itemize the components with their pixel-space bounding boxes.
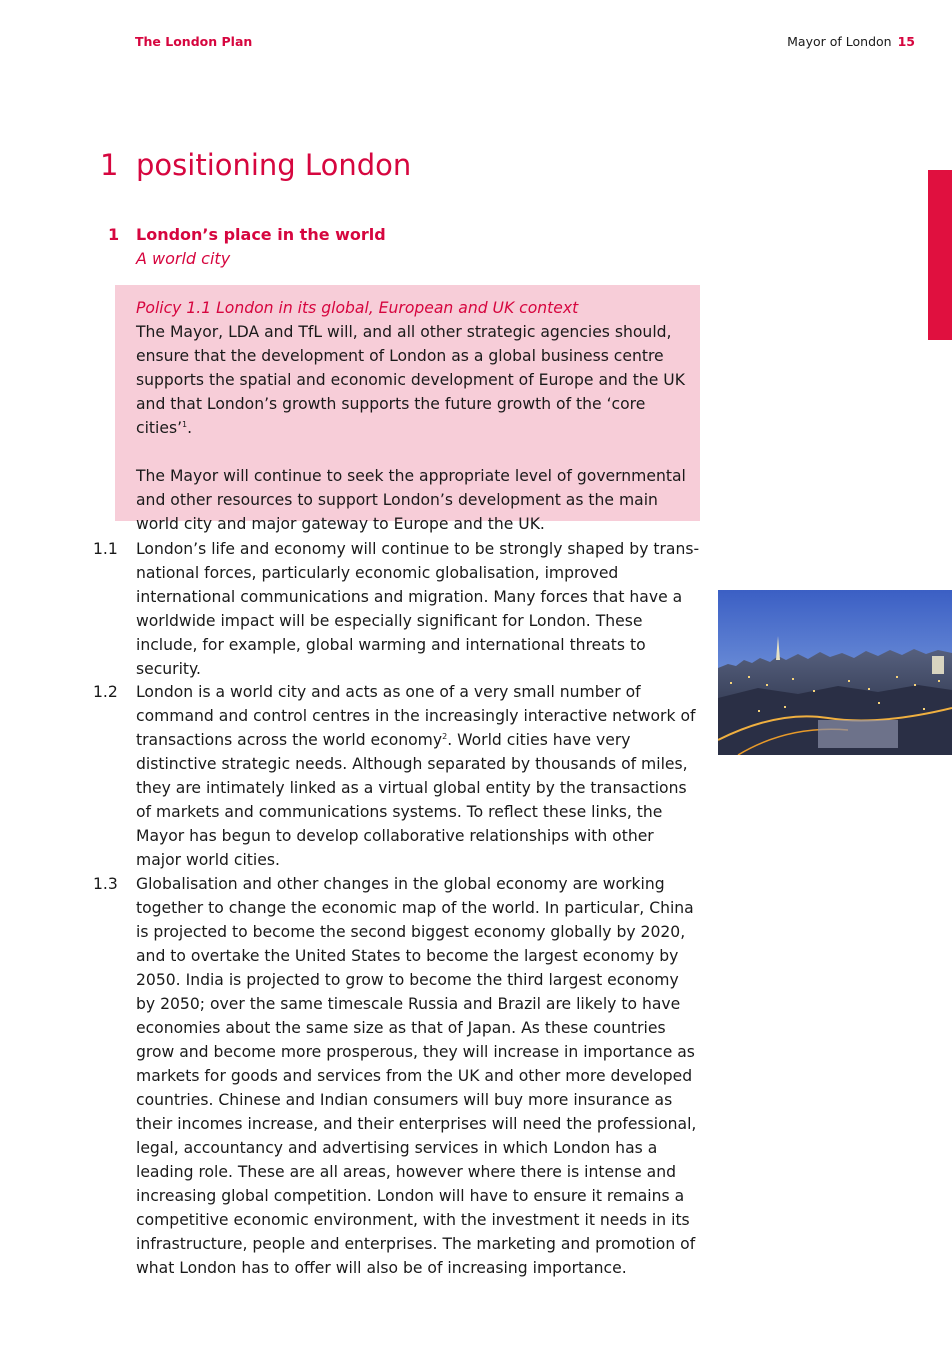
paragraph-text-b: . World cities have very distinctive strategic needs. Although separated by thousands of miles, they are intimately linked as a virtual global entity by the transactions of markets and communications systems. To reflect these links, the Mayor has begun to develop collaborative relationships with other major world cities. — [136, 731, 688, 869]
document-title: The London Plan — [135, 34, 253, 49]
chapter-heading — [100, 148, 411, 182]
policy-paragraph-1-end: . — [187, 419, 193, 437]
policy-paragraph-1: The Mayor, LDA and TfL will, and all other strategic agencies should, ensure that the development of London as a global business centre supports the spatial and economic development of Europe and the UK and that London’s growth supports the future growth of the ‘core cities’ — [136, 323, 685, 437]
paragraph-text-a: London is a world city and acts as one of a very small number of command and control centres in the increasingly interactive network of transactions across the world economy — [136, 683, 696, 749]
publisher-name: Mayor of London — [787, 34, 892, 49]
footnote-ref-2: 2 — [442, 731, 448, 741]
chapter-title: positioning London — [136, 148, 412, 182]
policy-title: Policy 1.1 London in its global, European and UK context — [136, 299, 579, 317]
policy-paragraph-2: The Mayor will continue to seek the appropriate level of governmental and other resources to support London’s development as the main world city and major gateway to Europe and the UK. — [136, 467, 686, 533]
section-number: 1 — [108, 225, 120, 244]
footnote-ref-1: 1 — [182, 419, 188, 429]
paragraph-text: London’s life and economy will continue to be strongly shaped by trans-national forces, particularly economic globalisation, improved international communications and migration. Many forces that have a worldwide impact will be especially significant for London. These include, for example, global warming and international threats to security. — [136, 540, 700, 678]
paragraph-number: 1.3 — [93, 875, 118, 893]
section-subtitle: A world city — [136, 249, 231, 268]
page-number: 15 — [897, 34, 915, 49]
london-skyline-photo — [718, 590, 952, 755]
section-title: London’s place in the world — [136, 225, 386, 244]
paragraph-number: 1.2 — [93, 683, 118, 701]
policy-box — [115, 285, 700, 533]
paragraph-text: Globalisation and other changes in the global economy are working together to change the economic map of the world. In particular, China is projected to become the second biggest economy globally by 2020, and to overtake the United States to become the largest economy by 2050. India is projected to grow to become the third largest economy by 2050; over the same timescale Russia and Brazil are likely to have economies about the same size as that of Japan. As these countries grow and become more prosperous, they will increase in importance as markets for goods and services from the UK and other more developed countries. Chinese and Indian consumers will buy more insurance as their incomes increase, and their enterprises will need the professional, legal, accountancy and advertising services in which London has a leading role. These are all areas, however where there is intense and increasing global competition. London will have to ensure it remains a competitive economic environment, with the investment it needs in its infrastructure, people and enterprises. The marketing and promotion of what London has to offer will also be of increasing importance. — [136, 875, 697, 1277]
city-night-image — [718, 590, 952, 755]
chapter-number: 1 — [100, 148, 119, 182]
chapter-side-tab — [928, 170, 952, 340]
paragraph-number: 1.1 — [93, 540, 118, 558]
header-publisher — [787, 34, 915, 49]
paragraph-text — [136, 680, 701, 872]
